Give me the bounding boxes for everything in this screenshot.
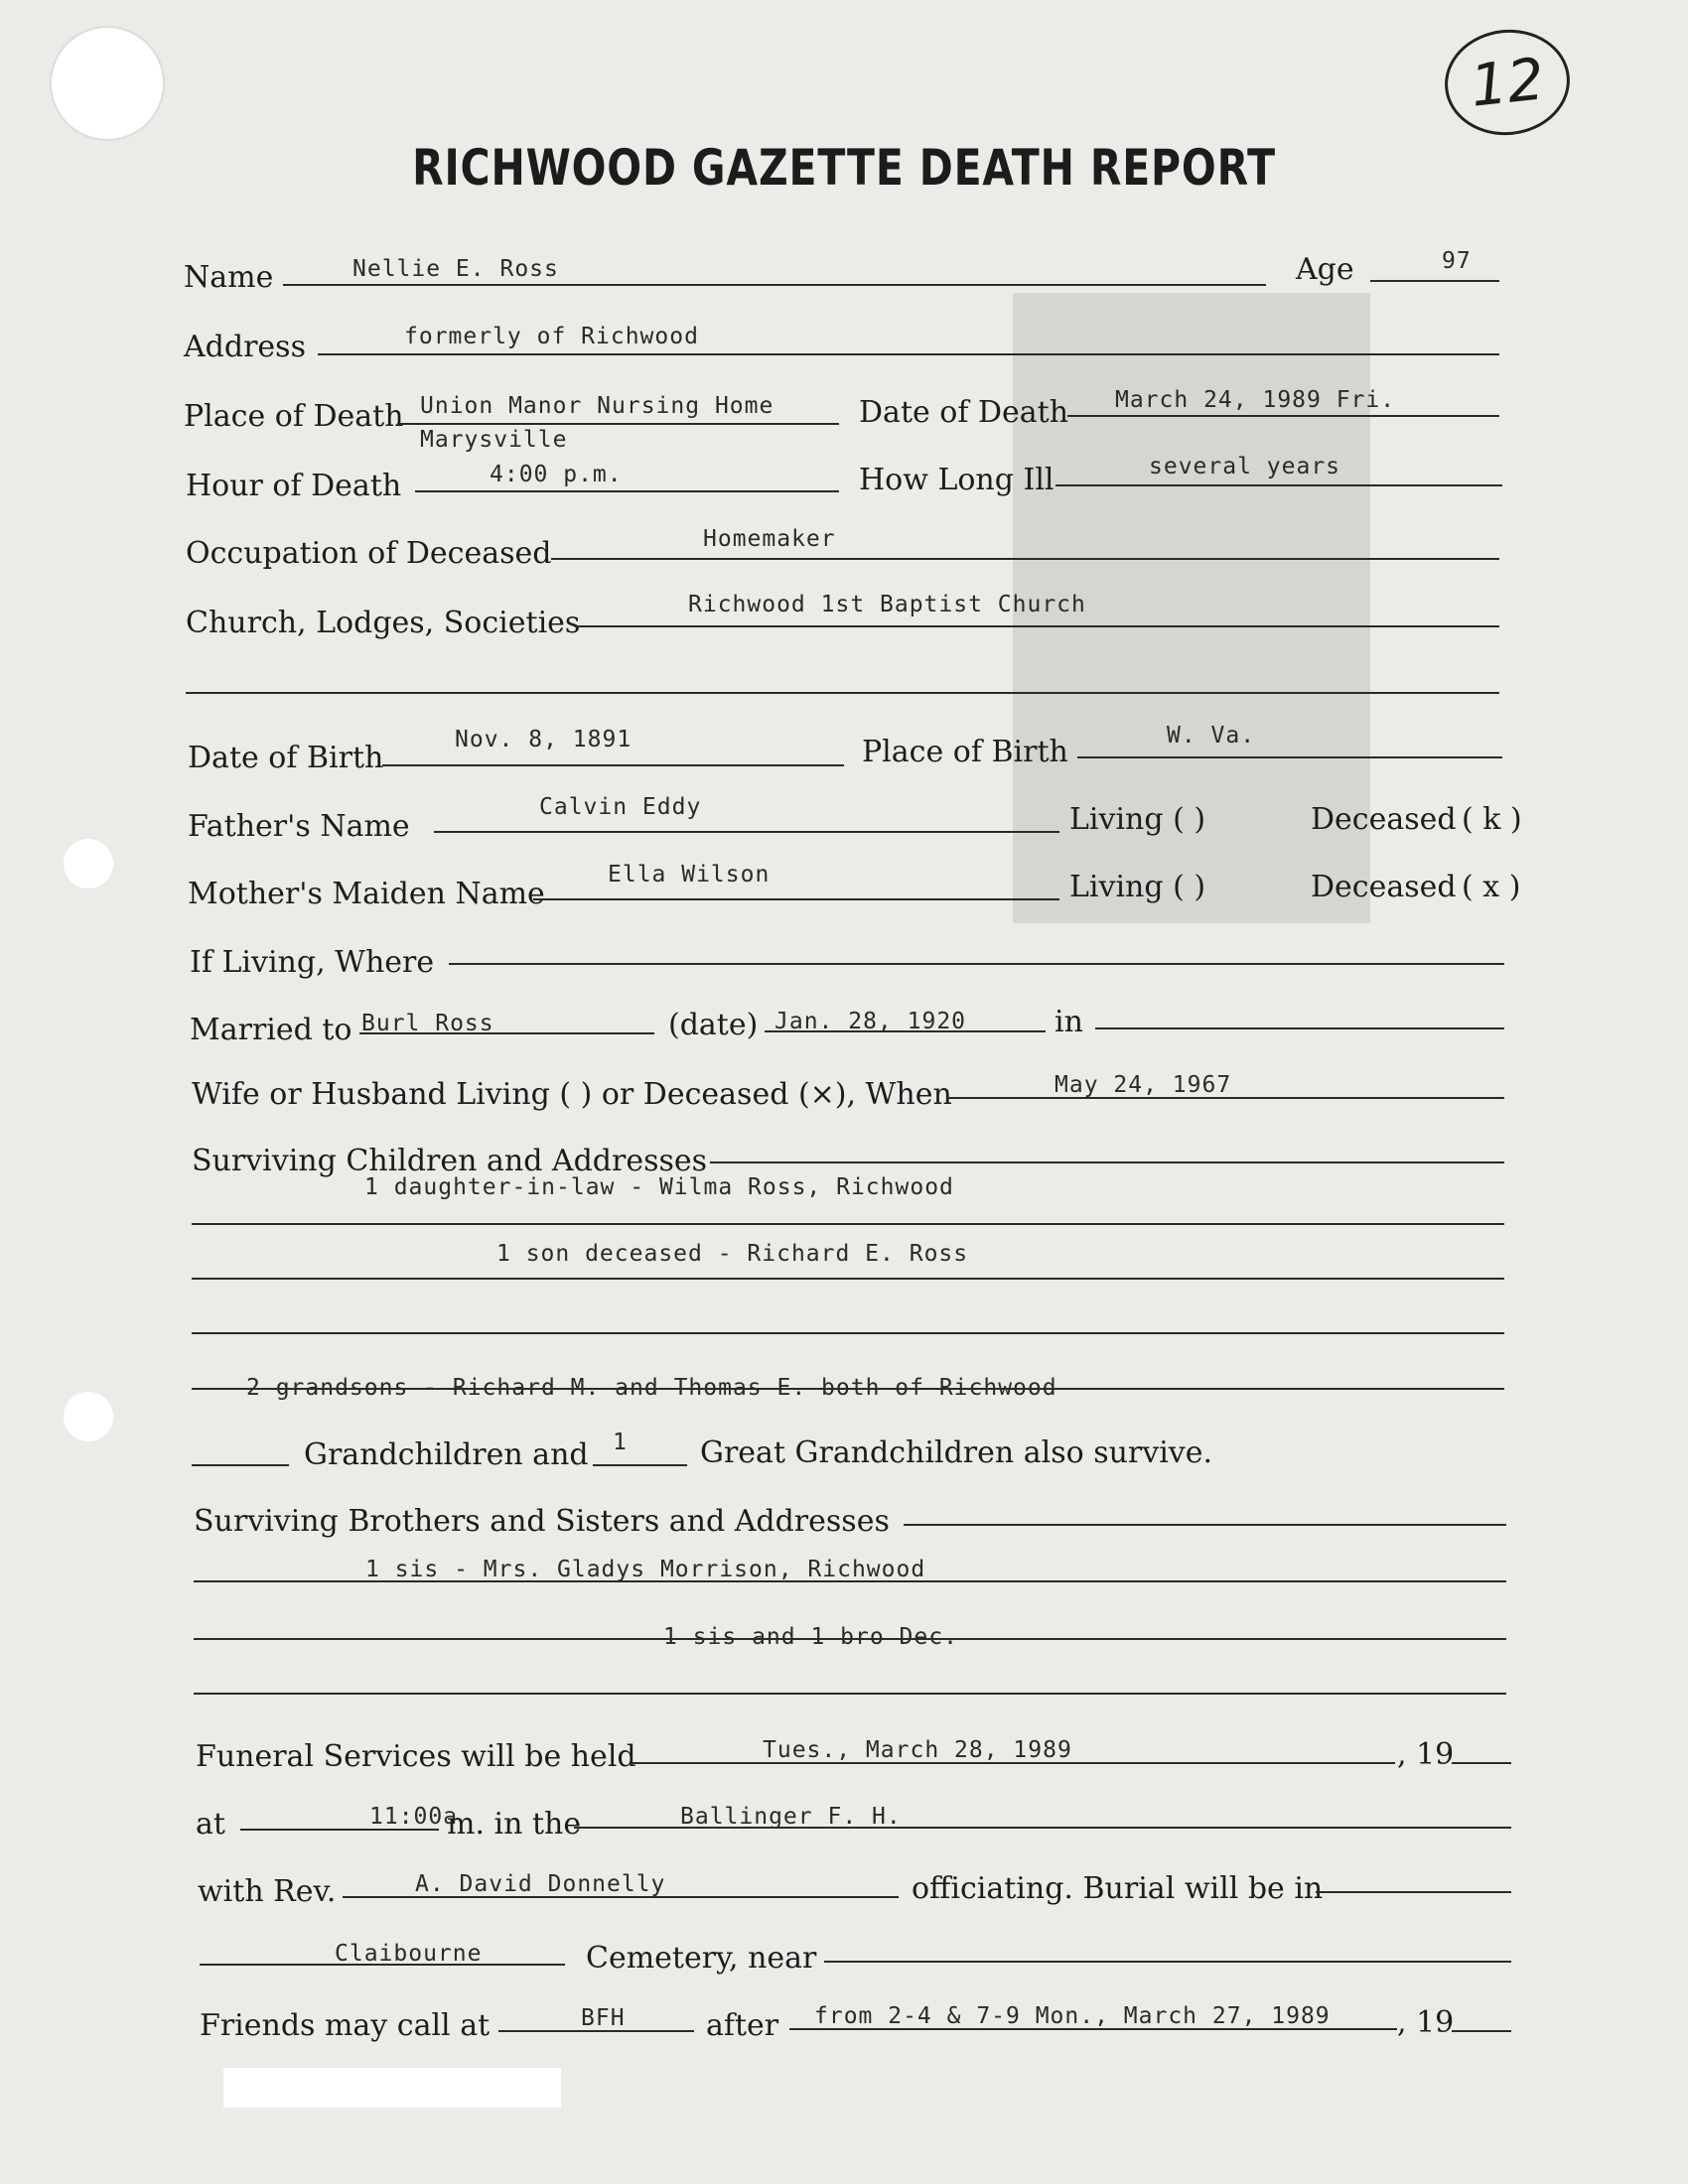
children-rule-1 <box>192 1223 1504 1225</box>
age-label: Age <box>1296 252 1354 287</box>
page-number-circled: 12 <box>1440 24 1575 142</box>
funeral-place-value: Ballinger F. H. <box>680 1804 902 1830</box>
married-in-line <box>1095 1027 1504 1029</box>
address-label: Address <box>184 330 306 364</box>
burial-line <box>1316 1891 1511 1893</box>
surviving-siblings-label: Surviving Brothers and Sisters and Addresses <box>194 1504 890 1539</box>
funeral-year-label: , 19 <box>1397 1737 1455 1772</box>
date-of-birth-value: Nov. 8, 1891 <box>455 727 633 752</box>
age-value: 97 <box>1442 248 1472 274</box>
punch-hole-top <box>52 28 163 139</box>
date-of-birth-line <box>382 764 844 766</box>
cemetery-near-label: Cemetery, near <box>586 1941 817 1976</box>
how-long-ill-value: several years <box>1149 454 1341 479</box>
children-line-1: 1 daughter-in-law - Wilma Ross, Richwood <box>364 1174 954 1200</box>
funeral-time-value: 11:00a <box>369 1804 459 1830</box>
great-grandchildren-label: Great Grandchildren also survive. <box>700 1435 1213 1470</box>
if-living-where-line <box>449 963 1504 965</box>
name-label: Name <box>184 260 274 295</box>
siblings-rule-2 <box>194 1638 1506 1640</box>
friends-after-label: after <box>706 2008 779 2043</box>
mothers-name-value: Ella Wilson <box>608 862 771 887</box>
date-of-birth-label: Date of Birth <box>188 741 384 775</box>
m-in-the-label: m. in the <box>447 1807 582 1842</box>
funeral-held-label: Funeral Services will be held <box>196 1739 636 1774</box>
how-long-ill-label: How Long Ill <box>859 463 1055 497</box>
place-of-death-label: Place of Death <box>184 399 404 434</box>
church-label: Church, Lodges, Societies <box>186 606 581 640</box>
place-of-death-value: Union Manor Nursing Home <box>420 393 774 419</box>
with-rev-label: with Rev. <box>198 1874 337 1909</box>
father-deceased-mark: ( k ) <box>1462 802 1522 837</box>
surviving-children-line <box>710 1161 1504 1163</box>
siblings-rule-1 <box>194 1580 1506 1582</box>
date-of-death-value: March 24, 1989 Fri. <box>1115 387 1396 413</box>
place-of-birth-label: Place of Birth <box>862 735 1068 769</box>
mother-deceased-label: Deceased <box>1311 870 1457 904</box>
spouse-death-date-value: May 24, 1967 <box>1055 1072 1232 1098</box>
fathers-name-label: Father's Name <box>188 809 410 844</box>
address-line <box>318 353 1499 355</box>
siblings-line-2: 1 sis and 1 bro Dec. <box>663 1624 958 1650</box>
married-in-label: in <box>1055 1005 1083 1039</box>
great-grandchildren-count-line <box>593 1464 687 1466</box>
children-rule-2 <box>192 1278 1504 1280</box>
church-value: Richwood 1st Baptist Church <box>688 592 1086 617</box>
children-rule-4 <box>192 1388 1504 1390</box>
father-deceased-label: Deceased <box>1311 802 1457 837</box>
father-living-label: Living ( ) <box>1069 802 1206 837</box>
friends-year-line <box>1452 2030 1511 2032</box>
hour-of-death-line <box>415 490 839 492</box>
grandchildren-count-line <box>192 1464 289 1466</box>
mother-deceased-mark: ( x ) <box>1462 870 1521 904</box>
date-of-death-label: Date of Death <box>859 395 1069 430</box>
place-of-birth-line <box>1077 756 1502 758</box>
hour-of-death-value: 4:00 p.m. <box>490 462 623 487</box>
marriage-date-label: (date) <box>668 1008 759 1042</box>
mother-living-label: Living ( ) <box>1069 870 1206 904</box>
punch-hole-bottom <box>64 1392 113 1441</box>
surviving-children-label: Surviving Children and Addresses <box>192 1144 708 1178</box>
name-line <box>283 284 1266 286</box>
rev-value: A. David Donnelly <box>415 1871 666 1897</box>
punch-hole-middle <box>64 839 113 888</box>
surviving-siblings-line <box>904 1524 1506 1526</box>
friends-year-label: , 19 <box>1397 2005 1455 2040</box>
cemetery-value: Claibourne <box>335 1941 483 1967</box>
how-long-ill-line <box>1055 484 1502 486</box>
children-line-2: 1 son deceased - Richard E. Ross <box>496 1241 969 1267</box>
form-title: RICHWOOD GAZETTE DEATH REPORT <box>412 139 1276 197</box>
address-value: formerly of Richwood <box>404 324 699 349</box>
married-to-label: Married to <box>190 1013 352 1047</box>
occupation-value: Homemaker <box>703 526 836 552</box>
occupation-line <box>551 558 1499 560</box>
funeral-at-label: at <box>196 1807 225 1842</box>
grandchildren-and-label: Grandchildren and <box>304 1437 589 1472</box>
friends-call-after-value: from 2-4 & 7-9 Mon., March 27, 1989 <box>814 2003 1331 2029</box>
occupation-label: Occupation of Deceased <box>186 536 552 571</box>
if-living-where-label: If Living, Where <box>190 945 435 980</box>
church-line <box>576 625 1499 627</box>
church-line-extra <box>186 692 1499 694</box>
funeral-date-value: Tues., March 28, 1989 <box>763 1737 1072 1763</box>
officiating-label: officiating. Burial will be in <box>912 1871 1324 1906</box>
friends-may-call-label: Friends may call at <box>200 2008 491 2043</box>
mothers-name-line <box>533 898 1059 900</box>
siblings-line-1: 1 sis - Mrs. Gladys Morrison, Richwood <box>365 1557 926 1582</box>
married-to-value: Burl Ross <box>361 1011 494 1036</box>
redaction-box <box>223 2068 561 2108</box>
date-of-death-line <box>1067 415 1499 417</box>
spouse-status-label: Wife or Husband Living ( ) or Deceased (×), When <box>192 1077 952 1112</box>
friends-call-at-value: BFH <box>581 2005 626 2031</box>
fathers-name-value: Calvin Eddy <box>539 794 702 820</box>
marriage-date-value: Jan. 28, 1920 <box>774 1009 967 1034</box>
place-of-death-city: Marysville <box>420 427 568 453</box>
age-line <box>1370 280 1499 282</box>
great-grandchildren-count: 1 <box>613 1430 628 1455</box>
hour-of-death-label: Hour of Death <box>186 469 402 503</box>
children-line-4: 2 grandsons - Richard M. and Thomas E. both of Richwood <box>246 1375 1057 1401</box>
funeral-year-line <box>1452 1762 1511 1764</box>
cemetery-near-line <box>824 1961 1511 1963</box>
children-rule-3 <box>192 1332 1504 1334</box>
name-value: Nellie E. Ross <box>352 256 559 282</box>
place-of-birth-value: W. Va. <box>1167 723 1256 749</box>
mothers-name-label: Mother's Maiden Name <box>188 877 545 911</box>
place-of-death-line <box>397 423 839 425</box>
fathers-name-line <box>434 831 1059 833</box>
siblings-rule-3 <box>194 1693 1506 1695</box>
